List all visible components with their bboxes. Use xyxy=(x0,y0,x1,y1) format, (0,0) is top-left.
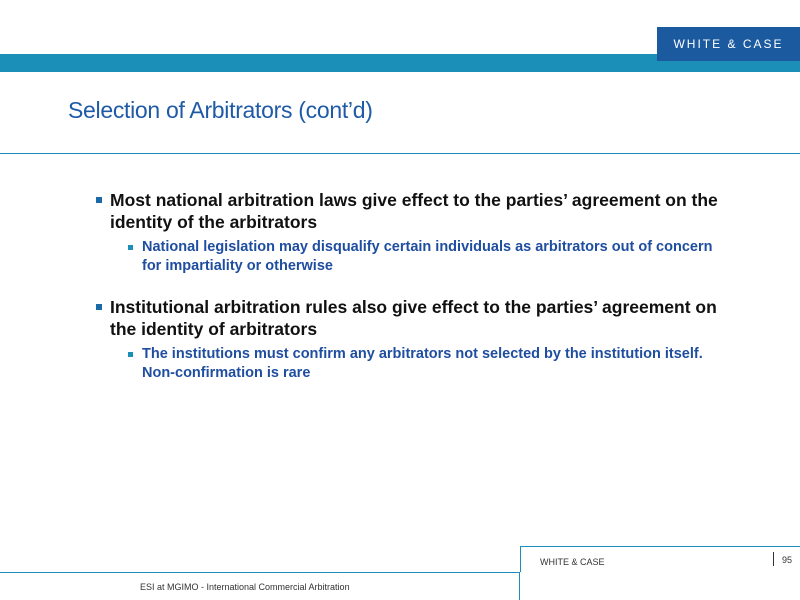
square-bullet-icon xyxy=(128,352,133,357)
square-bullet-icon xyxy=(128,245,133,250)
logo-text: WHITE & CASE xyxy=(673,37,784,51)
slide-title: Selection of Arbitrators (cont’d) xyxy=(68,97,373,123)
sub-bullet-text: National legislation may disqualify certain individuals as arbitrators out of concern for impartiality or otherwise xyxy=(142,239,713,274)
bullet-text: Most national arbitration laws give effect to the parties’ agreement on the identity of the arbitrators xyxy=(110,190,718,232)
square-bullet-icon xyxy=(96,197,102,203)
footer-brand: WHITE & CASE xyxy=(540,557,605,567)
white-case-logo xyxy=(657,27,800,61)
title-divider xyxy=(0,153,800,154)
page-number: 95 xyxy=(782,555,793,565)
bullet-text: Institutional arbitration rules also give effect to the parties’ agreement on the identity of arbitrators xyxy=(110,297,717,339)
square-bullet-icon xyxy=(96,304,102,310)
bullet-item xyxy=(94,296,734,383)
bullet-level2 xyxy=(142,345,734,383)
footer-divider xyxy=(773,552,774,566)
bullet-level1 xyxy=(94,189,734,233)
bullet-level1 xyxy=(94,296,734,340)
sub-bullet-text: The institutions must confirm any arbitrators not selected by the institution itself. Non-confirmation is rare xyxy=(142,346,703,381)
slide-body xyxy=(94,189,734,383)
footer-note: ESI at MGIMO - International Commercial Arbitration xyxy=(140,582,350,592)
bullet-item xyxy=(94,189,734,276)
bullet-level2 xyxy=(142,238,734,276)
